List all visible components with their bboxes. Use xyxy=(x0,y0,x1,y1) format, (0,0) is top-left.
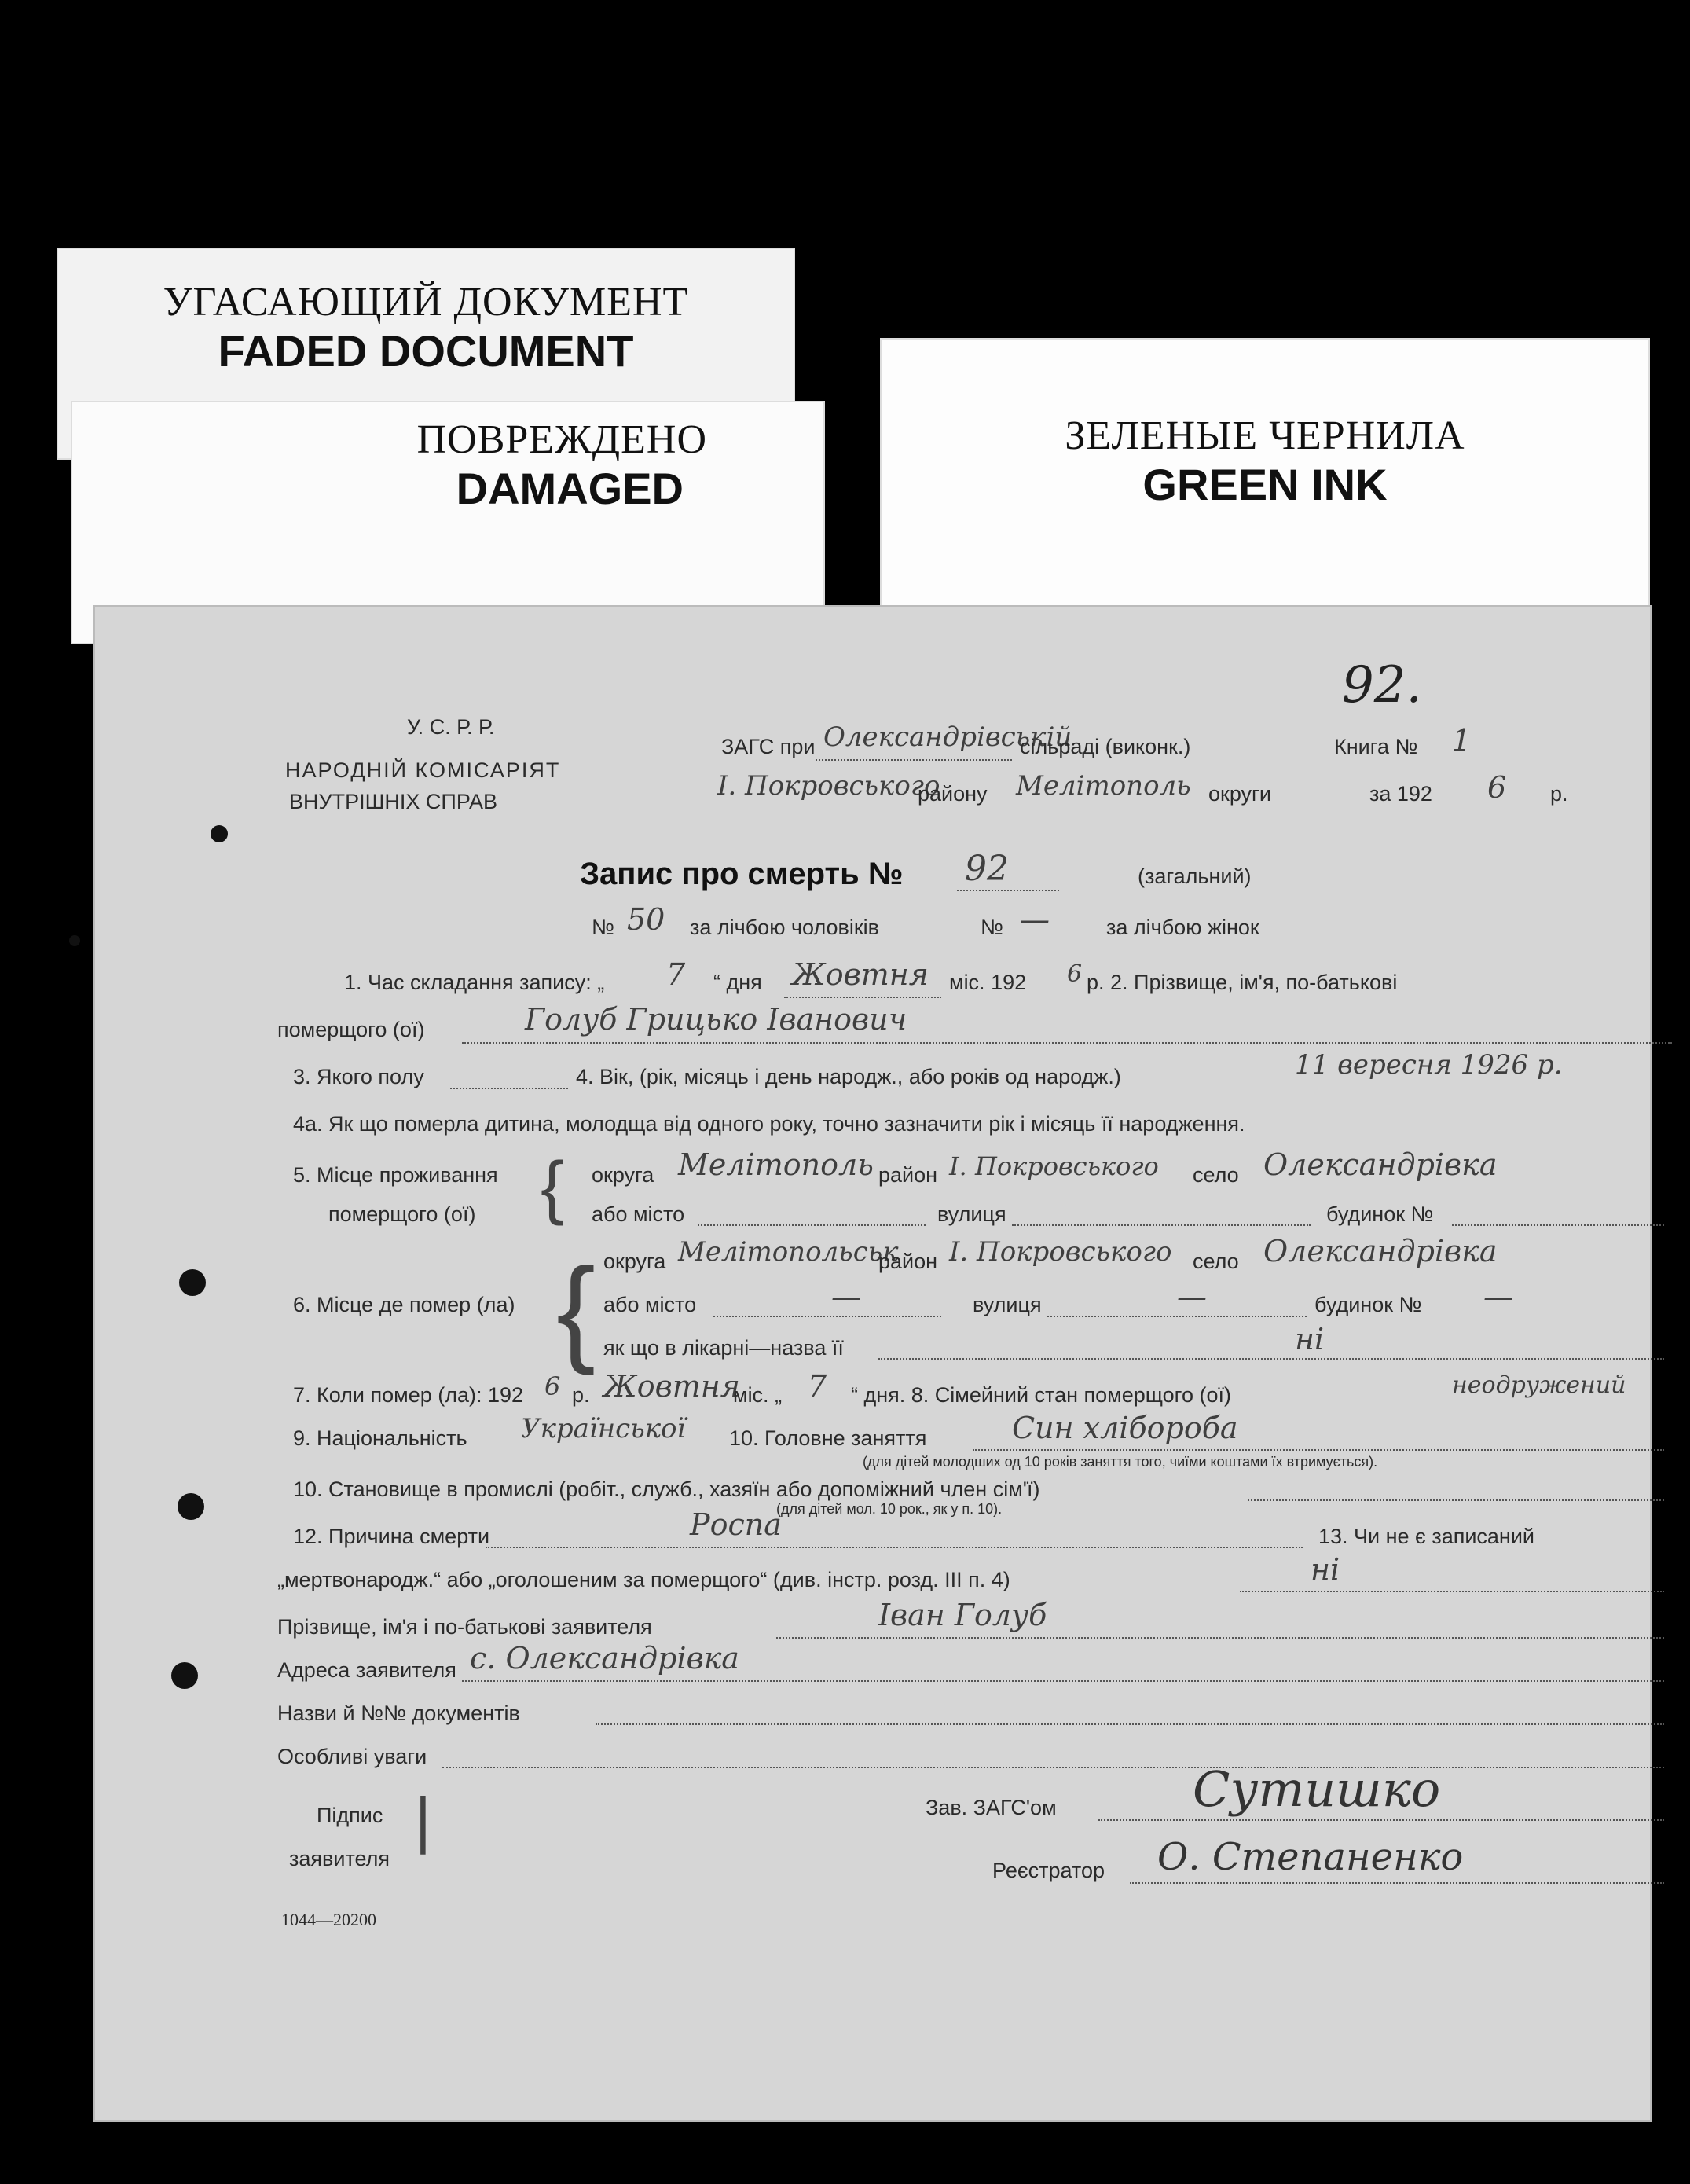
row6-okruga-hw: Мелітопольськ xyxy=(678,1236,899,1268)
org-internal-affairs: ВНУТРІШНІХ СПРАВ xyxy=(289,790,498,813)
marital-status-hw: неодружений xyxy=(1452,1371,1626,1399)
row5-rayon: район xyxy=(878,1163,938,1187)
row6-rayon: район xyxy=(878,1250,938,1273)
row12-rest: 13. Чи не є записаний xyxy=(1318,1525,1535,1548)
org-commissariat: НАРОДНІЙ КОМІСАРІЯТ xyxy=(285,758,561,782)
row6-likarnia-hw: ні xyxy=(1295,1322,1325,1356)
fill-line xyxy=(1452,1224,1664,1226)
row5-left1: 5. Місце проживання xyxy=(293,1163,498,1187)
fill-line xyxy=(957,890,1059,891)
docs-label: Назви й №№ документів xyxy=(277,1701,520,1725)
brace: | xyxy=(415,1785,431,1855)
brace: { xyxy=(556,1243,596,1375)
punch-hole xyxy=(69,935,80,946)
row7-mis: міс. „ xyxy=(733,1383,783,1407)
green-ink-tag xyxy=(880,338,1650,621)
row1-dnia: “ дня xyxy=(713,971,762,994)
row5-misto: або місто xyxy=(592,1202,685,1226)
row5-rayon-hw: І. Покровського xyxy=(949,1151,1159,1181)
row6-budynok: будинок № xyxy=(1314,1293,1422,1316)
record-title: Запис про смерть № xyxy=(580,857,904,891)
punch-hole xyxy=(211,825,228,842)
fill-line xyxy=(486,1547,1303,1548)
book-label: Книга № xyxy=(1334,735,1418,758)
record-general: (загальний) xyxy=(1138,864,1252,888)
fill-line xyxy=(1098,1819,1664,1821)
female-label: за лічбою жінок xyxy=(1106,916,1259,939)
zags-prefix: ЗАГС при xyxy=(721,735,816,758)
death-record-form xyxy=(93,605,1652,2122)
fill-line xyxy=(596,1723,1664,1725)
registrar-label: Реєстратор xyxy=(992,1859,1105,1882)
cause-of-death-hw: Роспа xyxy=(690,1507,782,1542)
row9-nat-label: 9. Національність xyxy=(293,1426,467,1450)
faded-tag-en: FADED DOCUMENT xyxy=(218,326,634,376)
row6-misto: або місто xyxy=(603,1293,697,1316)
fill-line xyxy=(442,1767,1664,1768)
punch-hole xyxy=(179,1269,206,1296)
row5-budynok: будинок № xyxy=(1326,1202,1434,1226)
fill-line xyxy=(1047,1316,1307,1317)
row10-text: 10. Становище в промислі (робіт., служб., хазяїн або допоміжний член сім'ї) xyxy=(293,1477,1040,1501)
year-suffix: р. xyxy=(1550,782,1568,806)
row9-occ-label: 10. Головне заняття xyxy=(729,1426,927,1450)
row5-vulytsia: вулиця xyxy=(937,1202,1006,1226)
fill-line xyxy=(878,1358,1664,1360)
book-value-hw: 1 xyxy=(1452,723,1472,758)
row5-okruga: округа xyxy=(592,1163,654,1187)
punch-hole xyxy=(178,1493,204,1520)
print-code: 1044—20200 xyxy=(281,1910,376,1929)
female-value-hw: — xyxy=(1020,902,1050,937)
year-label: за 192 xyxy=(1369,782,1432,806)
row13-text: „мертвонародж.“ або „оголошеним за померщого“ (див. інстр. розд. III п. 4) xyxy=(277,1568,1010,1591)
row4a-text: 4а. Як що померла дитина, молодща від одного року, точно зазначити рік і місяць її народження. xyxy=(293,1112,1245,1136)
punch-hole xyxy=(171,1662,198,1689)
row9-note: (для дітей молодших од 10 років заняття того, чиїми коштами їх втримується). xyxy=(863,1454,1378,1470)
row6-likarnia: як що в лікарні—назва її xyxy=(603,1336,844,1360)
fill-line xyxy=(776,1637,1664,1639)
row1-text: 1. Час складання запису: „ xyxy=(344,971,605,994)
row3-sex: 3. Якого полу xyxy=(293,1065,424,1088)
row2-label: померщого (ої) xyxy=(277,1018,425,1041)
row6-okruga: округа xyxy=(603,1250,666,1273)
applicant-name-label: Прізвище, ім'я і по-батькові заявителя xyxy=(277,1615,652,1639)
registrar-signature-hw: О. Степаненко xyxy=(1157,1835,1464,1879)
head-signature-hw: Сутишко xyxy=(1193,1760,1441,1818)
row5-okruga-hw: Мелітополь xyxy=(678,1147,874,1182)
row6-selo-hw: Олександрівка xyxy=(1263,1234,1498,1268)
damaged-tag-ru: ПОВРЕЖДЕНО xyxy=(416,417,707,462)
row6-misto-hw: — xyxy=(831,1279,861,1314)
corner-number-hw: 92. xyxy=(1342,656,1422,714)
district-hw: І. Покровського xyxy=(717,770,940,802)
green-tag-en: GREEN INK xyxy=(1142,460,1388,509)
sign-label-1: Підпис xyxy=(317,1804,383,1827)
faded-tag-ru: УГАСАЮЩИЙ ДОКУМЕНТ xyxy=(163,280,689,325)
occupation-hw: Син хлібороба xyxy=(1012,1411,1238,1445)
fill-line xyxy=(698,1224,926,1226)
row7-rest: “ дня. 8. Сімейний стан померщого (ої) xyxy=(851,1383,1231,1407)
row6-left: 6. Місце де помер (ла) xyxy=(293,1293,515,1316)
applicant-addr-hw: с. Олександрівка xyxy=(470,1641,739,1676)
nationality-hw: Української xyxy=(521,1413,686,1444)
row7-text: 7. Коли помер (ла): 192 xyxy=(293,1383,524,1407)
okrug-hw: Мелітополь xyxy=(1016,770,1191,802)
row7-day-hw: 7 xyxy=(808,1369,827,1404)
row6-vulytsia-hw: — xyxy=(1177,1279,1207,1314)
head-label: Зав. ЗАГС'ом xyxy=(926,1796,1057,1819)
female-no: № xyxy=(981,916,1003,939)
district-label: району xyxy=(918,782,988,806)
damaged-tag-en: DAMAGED xyxy=(456,464,684,513)
zags-village-hw: Олександрівській xyxy=(823,721,1072,753)
fill-line xyxy=(1248,1499,1664,1501)
row6-selo: село xyxy=(1193,1250,1239,1273)
applicant-name-hw: Іван Голуб xyxy=(878,1598,1047,1632)
age-hw: 11 вересня 1926 р. xyxy=(1295,1049,1563,1081)
sign-label-2: заявителя xyxy=(289,1847,390,1870)
row12-label: 12. Причина смерти xyxy=(293,1525,490,1548)
male-no: № xyxy=(592,916,614,939)
deceased-name-hw: Голуб Грицько Іванович xyxy=(525,1002,907,1037)
brace: { xyxy=(541,1148,565,1227)
row1-mis: міс. 192 xyxy=(949,971,1027,994)
row1-day-hw: 7 xyxy=(666,957,686,992)
year-digit-hw: 6 xyxy=(1487,770,1507,805)
row5-left2: померщого (ої) xyxy=(328,1202,476,1226)
row1-month-hw: Жовтня xyxy=(792,957,929,992)
okrug-label: округи xyxy=(1208,782,1271,806)
fill-line xyxy=(1240,1591,1664,1592)
row5-selo: село xyxy=(1193,1163,1239,1187)
zags-suffix: сільраді (виконк.) xyxy=(1020,735,1191,758)
record-number-hw: 92 xyxy=(965,849,1009,889)
fill-line xyxy=(462,1680,1664,1682)
org-ussr: У. С. Р. Р. xyxy=(407,715,495,739)
row6-rayon-hw: І. Покровського xyxy=(949,1236,1172,1268)
fill-line xyxy=(1130,1882,1664,1884)
notes-label: Особливі уваги xyxy=(277,1745,427,1768)
green-tag-ru: ЗЕЛЕНЫЕ ЧЕРНИЛА xyxy=(1065,413,1465,458)
row3-age-label: 4. Вік, (рік, місяць і день народж., або років од народж.) xyxy=(576,1065,1121,1088)
row7-r: р. xyxy=(572,1383,590,1407)
row6-budynok-hw: — xyxy=(1483,1279,1513,1314)
row1-rest: р. 2. Прізвище, ім'я, по-батькові xyxy=(1087,971,1398,994)
male-value-hw: 50 xyxy=(627,902,665,937)
row7-year-hw: 6 xyxy=(544,1371,561,1401)
fill-line xyxy=(450,1088,568,1089)
row6-vulytsia: вулиця xyxy=(973,1293,1042,1316)
fill-line xyxy=(1012,1224,1311,1226)
applicant-addr-label: Адреса заявителя xyxy=(277,1658,456,1682)
male-label: за лічбою чоловіків xyxy=(690,916,880,939)
row10-note: (для дітей мол. 10 рок., як у п. 10). xyxy=(776,1501,1003,1517)
fill-line xyxy=(462,1042,1672,1044)
fill-line xyxy=(816,759,1012,761)
fill-line xyxy=(713,1316,941,1317)
row7-month-hw: Жовтня xyxy=(603,1369,740,1404)
row1-year-hw: 6 xyxy=(1067,960,1083,988)
fill-line xyxy=(784,997,941,998)
row5-selo-hw: Олександрівка xyxy=(1263,1147,1498,1182)
fill-line xyxy=(973,1449,1664,1451)
row13-hw: ні xyxy=(1311,1552,1340,1587)
